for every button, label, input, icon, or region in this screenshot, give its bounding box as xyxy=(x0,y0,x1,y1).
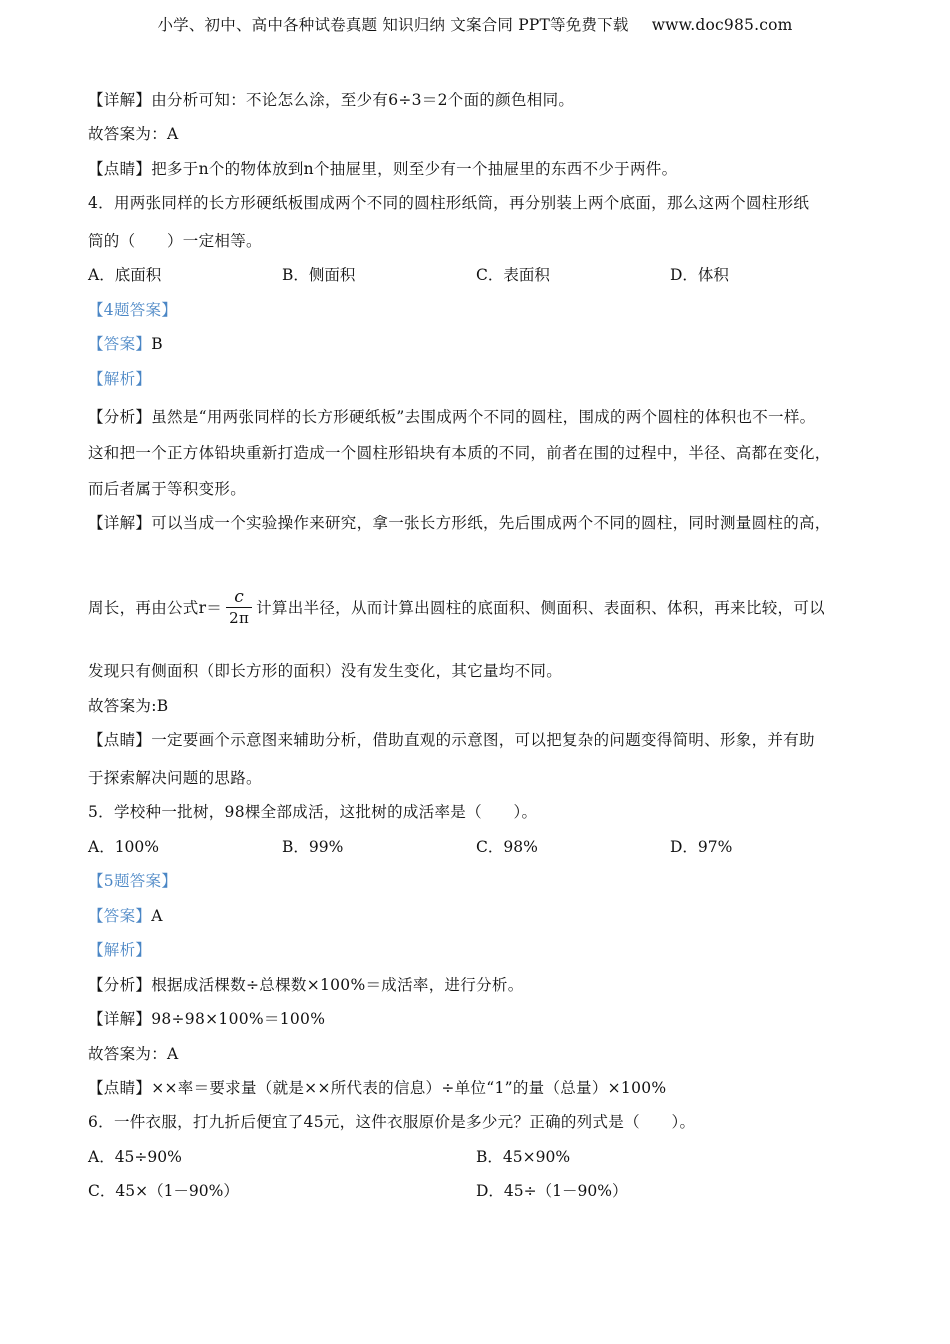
q4-analysis-label: 【解析】 xyxy=(88,370,152,388)
q6-option-a: A．45÷90% xyxy=(88,1148,182,1166)
q3-detail: 【详解】由分析可知：不论怎么涂，至少有6÷3＝2个面的颜色相同。 xyxy=(88,91,575,109)
q3-tip: 【点睛】把多于n个的物体放到n个抽屉里，则至少有一个抽屉里的东西不少于两件。 xyxy=(88,160,678,178)
q4-option-c: C．表面积 xyxy=(476,266,550,284)
q4-analysis-line-3: 而后者属于等积变形。 xyxy=(88,480,247,498)
q4-analysis-line-2: 这和把一个正方体铅块重新打造成一个圆柱形铅块有本质的不同，前者在围的过程中，半径、高都在变化， xyxy=(88,444,831,462)
q5-option-b: B．99% xyxy=(282,838,344,856)
q4-detail-pre: 周长，再由公式r＝ xyxy=(88,599,223,617)
q5-detail: 【详解】98÷98×100%＝100% xyxy=(88,1010,326,1028)
header-title: 小学、初中、高中各种试卷真题 知识归纳 文案合同 PPT等免费下载 xyxy=(157,16,629,34)
q4-answer-title: 【4题答案】 xyxy=(88,301,178,319)
formula-denominator: 2π xyxy=(226,607,252,628)
q5-analysis-label: 【解析】 xyxy=(88,941,152,959)
q4-detail-line-2 xyxy=(88,584,825,632)
page-header xyxy=(0,13,950,35)
q4-option-a: A．底面积 xyxy=(88,266,162,284)
header-url[interactable]: www.doc985.com xyxy=(651,16,793,34)
q6-option-d: D．45÷（1－90%） xyxy=(476,1182,628,1200)
q4-tip-line-1: 【点睛】一定要画个示意图来辅助分析，借助直观的示意图，可以把复杂的问题变得简明、形象，并有助 xyxy=(88,731,815,749)
q4-stem-line-1: 4．用两张同样的长方形硬纸板围成两个不同的圆柱形纸筒，再分别装上两个底面，那么这两个圆柱形纸 xyxy=(88,194,810,212)
answer-value: A xyxy=(151,907,163,925)
answer-value: B xyxy=(151,335,163,353)
q4-detail-post: 计算出半径，从而计算出圆柱的底面积、侧面积、表面积、体积，再来比较，可以 xyxy=(256,599,825,617)
q6-option-b: B．45×90% xyxy=(476,1148,571,1166)
q6-stem: 6．一件衣服，打九折后便宜了45元，这件衣服原价是多少元？正确的列式是（ ）。 xyxy=(88,1113,696,1131)
answer-label: 【答案】 xyxy=(88,907,152,925)
q5-conclusion: 故答案为：A xyxy=(88,1045,179,1063)
radius-formula xyxy=(226,587,252,628)
q4-answer-text xyxy=(88,335,163,353)
q4-conclusion: 故答案为:B xyxy=(88,697,169,715)
q4-detail-line-1: 【详解】可以当成一个实验操作来研究，拿一张长方形纸，先后围成两个不同的圆柱，同时测量圆柱的高， xyxy=(88,514,831,532)
answer-label: 【答案】 xyxy=(88,335,152,353)
q5-analysis: 【分析】根据成活棵数÷总棵数×100%＝成活率，进行分析。 xyxy=(88,976,524,994)
q4-analysis-line-1: 【分析】虽然是“用两张同样的长方形硬纸板”去围成两个不同的圆柱，围成的两个圆柱的体积也不一样。 xyxy=(88,408,816,426)
q4-stem-line-2: 筒的（ ）一定相等。 xyxy=(88,232,262,250)
q6-option-c: C．45×（1－90%） xyxy=(88,1182,239,1200)
q3-answer: 故答案为：A xyxy=(88,125,179,143)
q4-answer xyxy=(88,333,163,355)
q4-option-b: B．侧面积 xyxy=(282,266,356,284)
q5-tip: 【点睛】××率＝要求量（就是××所代表的信息）÷单位“1”的量（总量）×100% xyxy=(88,1079,667,1097)
q4-tip-line-2: 于探索解决问题的思路。 xyxy=(88,769,262,787)
q5-answer-text xyxy=(88,907,163,925)
formula-numerator: c xyxy=(234,586,245,607)
q5-answer-title: 【5题答案】 xyxy=(88,872,178,890)
q5-answer xyxy=(88,905,163,927)
q5-option-a: A．100% xyxy=(88,838,160,856)
q4-detail-line-3: 发现只有侧面积（即长方形的面积）没有发生变化，其它量均不同。 xyxy=(88,662,563,680)
q5-option-d: D．97% xyxy=(670,838,733,856)
q5-option-c: C．98% xyxy=(476,838,538,856)
q5-stem: 5．学校种一批树，98棵全部成活，这批树的成活率是（ ）。 xyxy=(88,803,538,821)
q4-option-d: D．体积 xyxy=(670,266,729,284)
